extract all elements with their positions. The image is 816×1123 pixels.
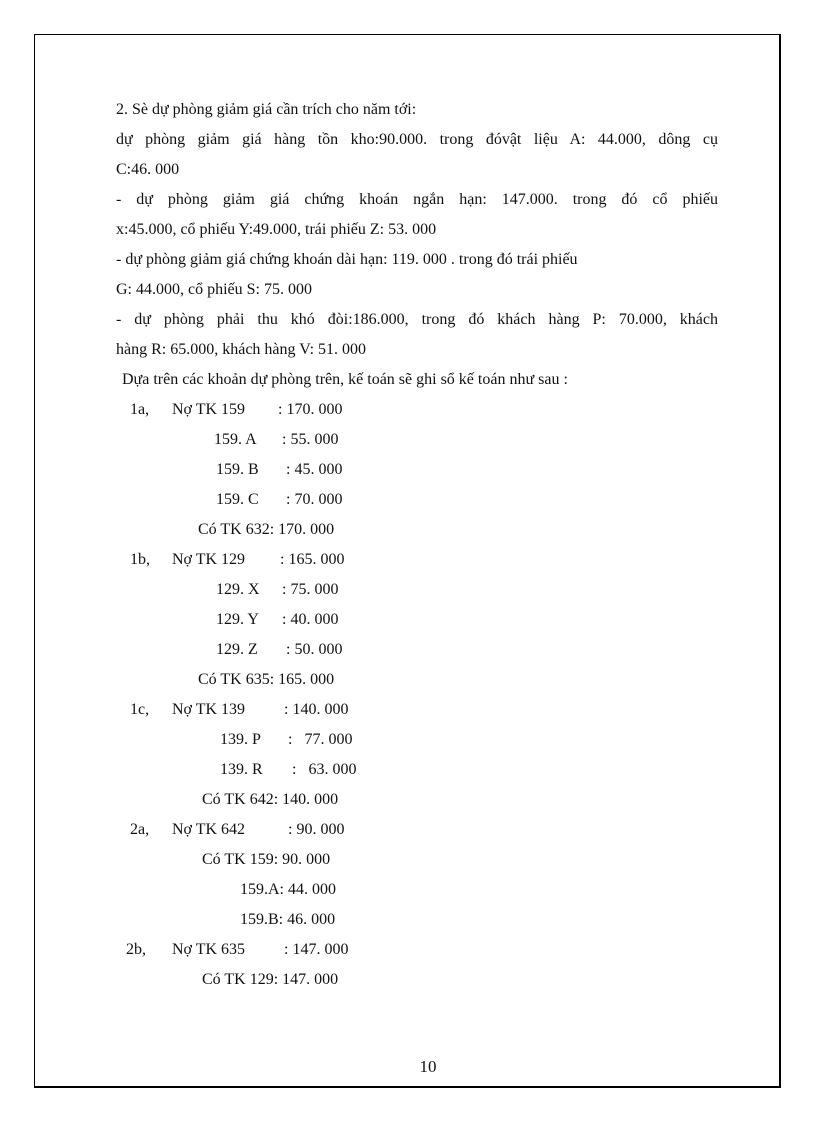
entry-label: 1b, bbox=[130, 551, 150, 568]
journal-intro: Dựa trên các khoản dự phòng trên, kế toán sẽ ghi sổ kế toán như sau : bbox=[122, 371, 568, 388]
entry-amount: : 165. 000 bbox=[280, 551, 345, 568]
entry-account: Nợ TK 159 bbox=[172, 401, 246, 418]
paragraph-line: - dự phòng giảm giá chứng khoán dài hạn: 119. 000 . trong đó trái phiếu bbox=[116, 251, 578, 268]
entry-amount: : 55. 000 bbox=[282, 431, 339, 448]
entry-subaccount: 159. B bbox=[216, 461, 259, 478]
entry-subaccount: 129. X bbox=[216, 581, 260, 598]
entry-subaccount: 159. C bbox=[216, 491, 259, 508]
page-number: 10 bbox=[419, 1057, 437, 1076]
entry-account: Nợ TK 129 bbox=[172, 551, 246, 568]
entry-subaccount: 159.A: 44. 000 bbox=[240, 881, 336, 898]
entry-label: 1a, bbox=[130, 401, 150, 418]
paragraph-line: hàng R: 65.000, khách hàng V: 51. 000 bbox=[116, 341, 367, 358]
entry-credit: Có TK 632: 170. 000 bbox=[198, 521, 335, 538]
entry-subaccount: 129. Y bbox=[216, 611, 259, 628]
section-heading: 2. Sè dự phòng giảm giá cần trích cho năm tới: bbox=[116, 101, 417, 118]
entry-amount: : 75. 000 bbox=[282, 581, 339, 598]
entry-account: Nợ TK 642 bbox=[172, 821, 246, 838]
entry-credit: Có TK 159: 90. 000 bbox=[202, 851, 331, 868]
entry-label: 1c, bbox=[130, 701, 150, 718]
paragraph-line: G: 44.000, cổ phiếu S: 75. 000 bbox=[116, 281, 312, 298]
entry-label: 2a, bbox=[130, 821, 150, 838]
entry-subaccount: 129. Z bbox=[216, 641, 258, 658]
entry-subaccount: 159.B: 46. 000 bbox=[240, 911, 336, 928]
entry-amount: : 77. 000 bbox=[288, 731, 353, 748]
paragraph-line: x:45.000, cổ phiếu Y:49.000, trái phiếu Z: 53. 000 bbox=[116, 221, 437, 238]
entry-account: Nợ TK 635 bbox=[172, 941, 246, 958]
entry-subaccount: 139. R bbox=[220, 761, 263, 778]
entry-subaccount: 159. A bbox=[214, 431, 257, 448]
entry-credit: Có TK 635: 165. 000 bbox=[198, 671, 335, 688]
entry-credit: Có TK 642: 140. 000 bbox=[202, 791, 339, 808]
paragraph-line: dự phòng giảm giá hàng tồn kho:90.000. trong đóvật liệu A: 44.000, dông cụ bbox=[116, 131, 718, 148]
entry-amount: : 90. 000 bbox=[288, 821, 345, 838]
entry-amount: : 63. 000 bbox=[292, 761, 357, 778]
entry-credit: Có TK 129: 147. 000 bbox=[202, 971, 339, 988]
paragraph-line: - dự phòng giảm giá chứng khoán ngắn hạn: 147.000. trong đó cổ phiếu bbox=[116, 191, 718, 208]
entry-label: 2b, bbox=[126, 941, 146, 958]
entry-amount: : 45. 000 bbox=[286, 461, 343, 478]
entry-account: Nợ TK 139 bbox=[172, 701, 246, 718]
entry-subaccount: 139. P bbox=[220, 731, 261, 748]
entry-amount: : 170. 000 bbox=[278, 401, 343, 418]
paragraph-line: - dự phòng phải thu khó đòi:186.000, trong đó khách hàng P: 70.000, khách bbox=[116, 311, 718, 328]
paragraph-line: C:46. 000 bbox=[116, 161, 180, 178]
entry-amount: : 140. 000 bbox=[284, 701, 349, 718]
entry-amount: : 70. 000 bbox=[286, 491, 343, 508]
entry-amount: : 147. 000 bbox=[284, 941, 349, 958]
entry-amount: : 40. 000 bbox=[282, 611, 339, 628]
entry-amount: : 50. 000 bbox=[286, 641, 343, 658]
